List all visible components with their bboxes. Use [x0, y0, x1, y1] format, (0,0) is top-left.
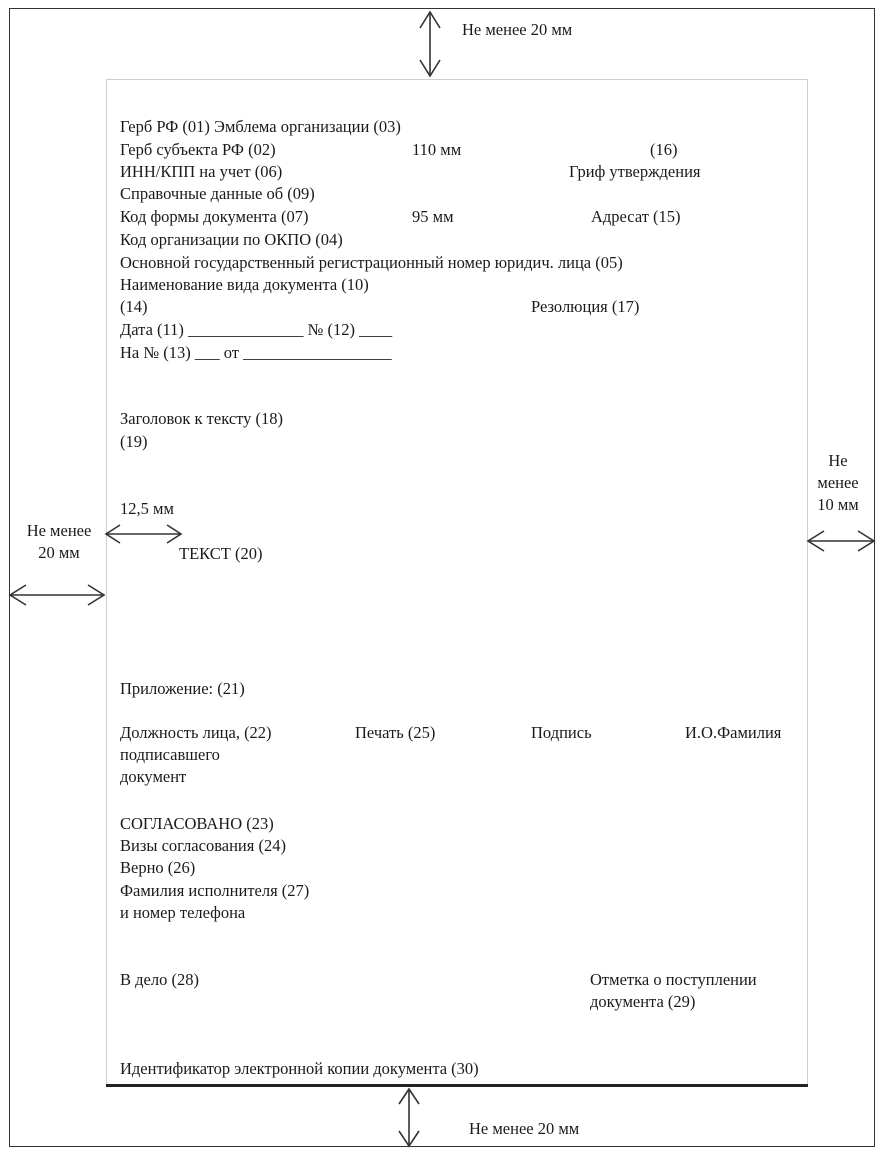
field-okpo-code: Код организации по ОКПО (04) — [120, 230, 343, 249]
top-margin-arrow — [420, 12, 440, 76]
left-margin-label-line2: 20 мм — [38, 543, 80, 562]
field-14: (14) — [120, 297, 148, 316]
field-text-heading: Заголовок к тексту (18) — [120, 409, 283, 428]
field-agreed: СОГЛАСОВАНО (23) — [120, 814, 274, 833]
field-seal: Печать (25) — [355, 723, 436, 742]
field-executor — [120, 880, 309, 924]
field-signer-name: И.О.Фамилия — [685, 723, 782, 742]
field-ogrn: Основной государственный регистрационный номер юридич. лица (05) — [120, 253, 623, 272]
field-16: (16) — [650, 140, 678, 159]
field-certified: Верно (26) — [120, 858, 196, 877]
field-receipt-mark-line1: Отметка о поступлении — [590, 970, 757, 989]
field-19: (19) — [120, 432, 148, 451]
field-form-code: Код формы документа (07) — [120, 207, 309, 226]
left-margin-label — [14, 520, 104, 564]
field-signature: Подпись — [531, 723, 592, 742]
right-margin-label-line1: Не — [828, 451, 848, 470]
field-signer-position — [120, 722, 272, 788]
left-margin-arrow — [10, 585, 104, 605]
field-date-number: Дата (11) ______________ № (12) ____ — [120, 320, 393, 339]
field-subject-coat-of-arms: Герб субъекта РФ (02) — [120, 140, 276, 159]
bottom-margin-label: Не менее 20 мм — [469, 1119, 580, 1138]
field-executor-line2: и номер телефона — [120, 903, 246, 922]
field-to-file: В дело (28) — [120, 970, 199, 989]
field-addressee: Адресат (15) — [591, 207, 681, 226]
field-receipt-mark-line2: документа (29) — [590, 992, 696, 1011]
field-reference-data: Справочные данные об (09) — [120, 184, 315, 203]
field-receipt-mark — [590, 969, 757, 1013]
bottom-margin-arrow — [399, 1089, 419, 1146]
field-approval-visas: Визы согласования (24) — [120, 836, 286, 855]
field-attachment: Приложение: (21) — [120, 679, 245, 698]
indent-arrow — [106, 525, 181, 543]
field-document-type: Наименование вида документа (10) — [120, 275, 369, 294]
right-margin-label-line2: менее — [817, 473, 859, 492]
field-executor-line1: Фамилия исполнителя (27) — [120, 881, 310, 900]
field-reference-number: На № (13) ___ от __________________ — [120, 343, 392, 362]
right-margin-label — [805, 450, 871, 516]
field-coat-of-arms-emblem: Герб РФ (01) Эмблема организации (03) — [120, 117, 401, 136]
left-margin-label-line1: Не менее — [26, 521, 92, 540]
dimension-110mm: 110 мм — [412, 140, 462, 159]
field-approval-stamp: Гриф утверждения — [569, 162, 701, 181]
field-resolution: Резолюция (17) — [531, 297, 640, 316]
field-electronic-copy-id: Идентификатор электронной копии документа (30) — [120, 1059, 479, 1078]
field-signer-position-line2: подписавшего — [120, 745, 220, 764]
right-margin-label-line3: 10 мм — [817, 495, 859, 514]
field-inn-kpp: ИНН/КПП на учет (06) — [120, 162, 283, 181]
field-signer-position-line3: документ — [120, 767, 187, 786]
field-signer-position-line1: Должность лица, (22) — [120, 723, 272, 742]
indent-label: 12,5 мм — [120, 499, 174, 518]
right-margin-arrow — [808, 531, 874, 551]
field-text: ТЕКСТ (20) — [179, 544, 263, 563]
top-margin-label: Не менее 20 мм — [462, 20, 573, 39]
dimension-95mm: 95 мм — [412, 207, 454, 226]
